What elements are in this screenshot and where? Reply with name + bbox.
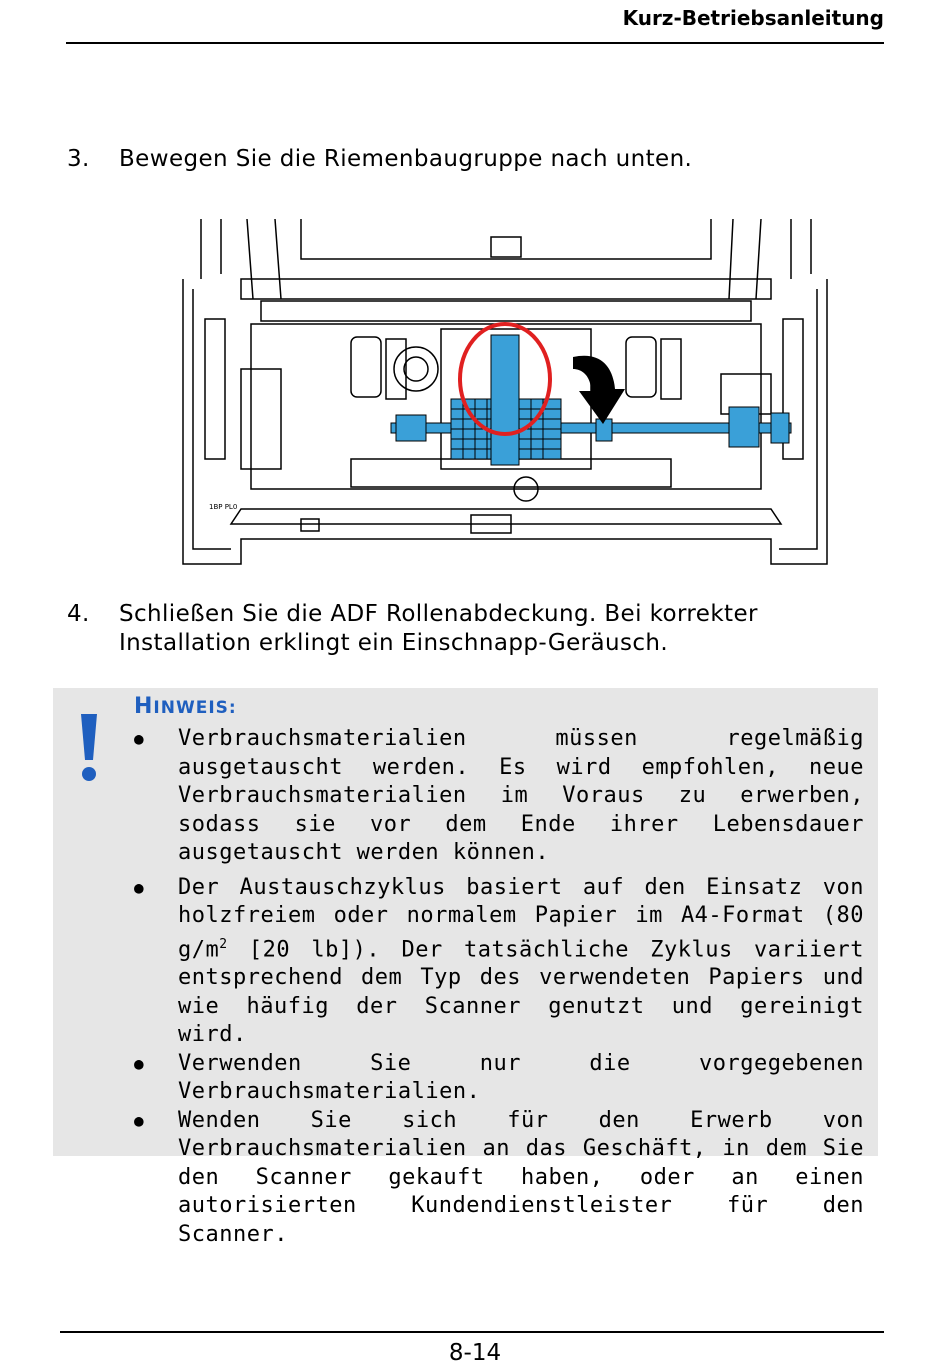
exclamation-icon <box>72 712 106 782</box>
scanner-illustration <box>181 219 829 569</box>
bullet-text: Der Austauschzyklus basiert auf den Einsatz von holzfreiem oder normalem Papier im A4-Format (80 g/m <box>178 874 864 962</box>
note-bullet <box>134 725 864 868</box>
note-title <box>134 694 237 719</box>
header-divider <box>66 42 884 44</box>
bullet-text: Verwenden Sie nur die vorgegebenen Verbrauchsmaterialien. <box>178 1050 864 1105</box>
bullet-text: Verbrauchsmaterialien müssen regelmäßig ausgetauscht werden. Es wird empfohlen, neue Verbrauchsmaterialien im Voraus zu erwerben, sodass sie vor dem Ende ihrer Lebensdauer ausgetauscht werden können. <box>178 726 864 865</box>
step-number: 4. <box>67 601 90 627</box>
note-title-rest: INWEIS: <box>153 698 237 718</box>
svg-text:1BP PL0: 1BP PL0 <box>209 503 238 511</box>
superscript: 2 <box>219 936 228 952</box>
step-number: 3. <box>67 146 90 172</box>
note-bullet <box>134 874 864 1050</box>
header-title: Kurz-Betriebsanleitung <box>622 6 884 30</box>
note-bullet-list <box>134 725 864 1249</box>
bullet-dot: ● <box>134 729 145 748</box>
bullet-dot: ● <box>134 877 145 897</box>
page-number: 8-14 <box>448 1340 502 1366</box>
note-title-initial: H <box>134 694 154 719</box>
bullet-dot: ● <box>134 1110 145 1130</box>
step-text: Bewegen Sie die Riemenbaugruppe nach unten. <box>119 146 693 172</box>
bullet-text-continued: [20 lb]). Der tatsächliche Zyklus variiert entsprechend dem Typ des verwendeten Papiers und wie häufig der Scanner genutzt und gereinigt wird. <box>178 936 864 1048</box>
step-text: Schließen Sie die ADF Rollenabdeckung. Bei korrekter Installation erklingt ein Einschnapp-Geräusch. <box>119 601 758 656</box>
note-bullet <box>134 1050 864 1107</box>
bullet-text: Wenden Sie sich für den Erwerb von Verbrauchsmaterialien an das Geschäft, in dem Sie den Scanner gekauft haben, oder an einen autorisierten Kundendienstleister für den Scanner. <box>178 1107 864 1247</box>
note-bullet <box>134 1107 864 1250</box>
footer-divider <box>60 1331 884 1333</box>
bullet-dot: ● <box>134 1053 145 1073</box>
